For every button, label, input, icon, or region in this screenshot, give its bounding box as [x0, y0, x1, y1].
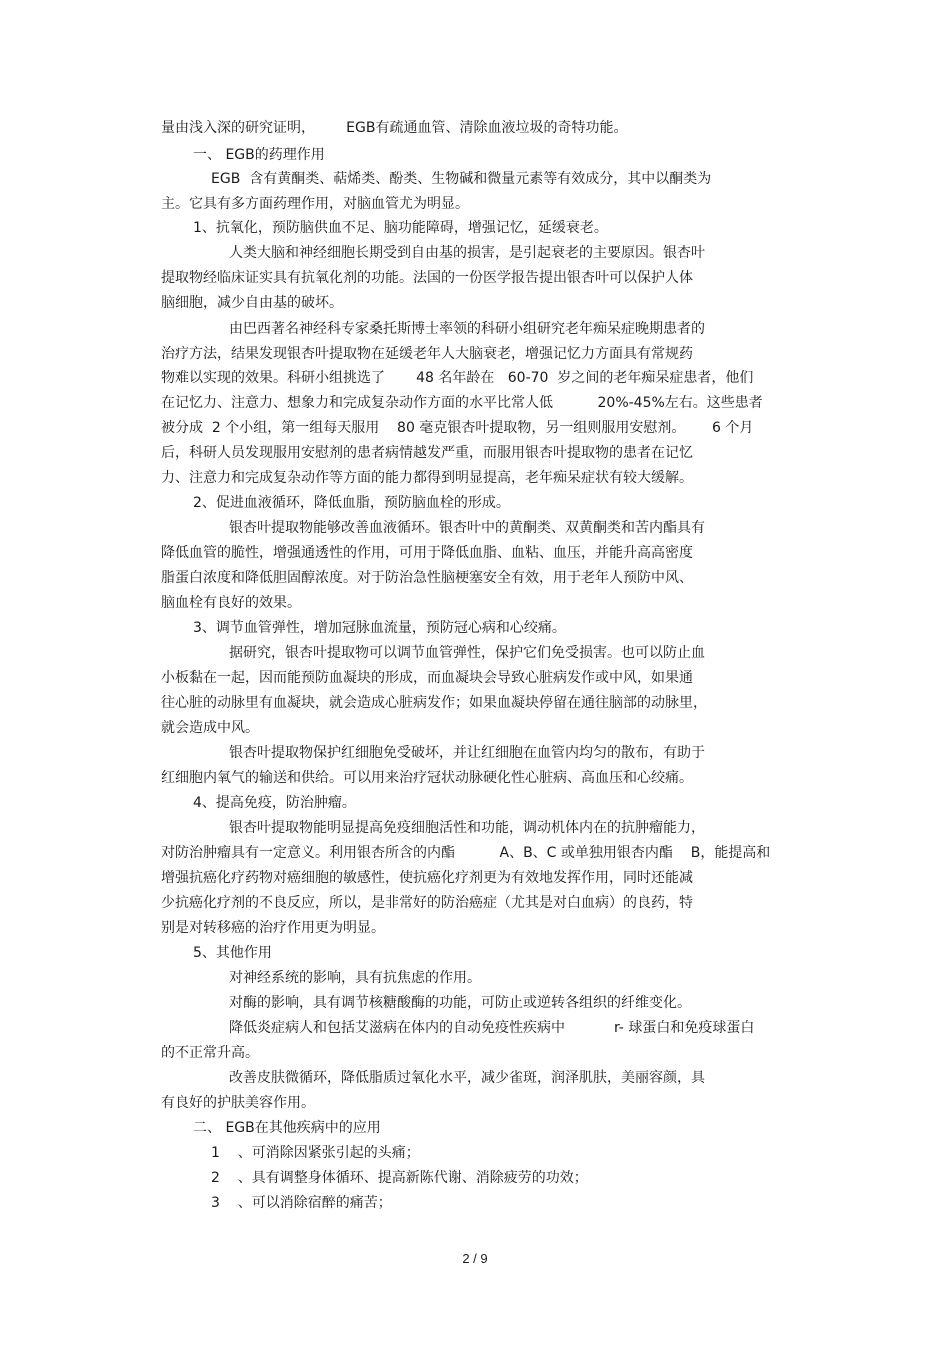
text-line: 在记忆力、注意力、想象力和完成复杂动作方面的水平比常人低 20%-45%左右。这些患者 — [161, 395, 763, 411]
text-line: 有良好的护肤美容作用。 — [161, 1095, 315, 1111]
text-line: 银杏叶提取物保护红细胞免受破坏，并让红细胞在血管内均匀的散布，有助于 — [229, 745, 705, 761]
text-line: 增强抗癌化疗药物对癌细胞的敏感性，使抗癌化疗剂更为有效地发挥作用，同时还能减 — [161, 870, 693, 886]
text-line: 被分成 2 个小组，第一组每天服用 80 毫克银杏叶提取物，另一组则服用安慰剂。 6 个月 — [161, 420, 754, 436]
subheading: 4、提高免疫，防治肿瘤。 — [193, 795, 356, 811]
subheading: 2、促进血液循环，降低血脂，预防脑血栓的形成。 — [193, 495, 510, 511]
text-line: 量由浅入深的研究证明， EGB有疏通血管、清除血液垃圾的奇特功能。 — [161, 120, 628, 136]
text-line: 后，科研人员发现服用安慰剂的患者病情越发严重，而服用银杏叶提取物的患者在记忆 — [161, 445, 693, 461]
list-item: 1 、可消除因紧张引起的头痛； — [211, 1145, 420, 1161]
list-item: 2 、具有调整身体循环、提高新陈代谢、消除疲劳的功效； — [211, 1170, 588, 1186]
text-line: 物难以实现的效果。科研小组挑选了 48 名年龄在 60-70 岁之间的老年痴呆症患者，他们 — [161, 370, 754, 386]
text-line: 改善皮肤微循环，降低脂质过氧化水平，减少雀斑，润泽肌肤，美丽容颜，具 — [229, 1070, 705, 1086]
text-line: 银杏叶提取物能够改善血液循环。银杏叶中的黄酮类、双黄酮类和苦内酯具有 — [229, 520, 705, 536]
text-line: 银杏叶提取物能明显提高免疫细胞活性和功能，调动机体内在的抗肿瘤能力， — [229, 820, 705, 836]
subheading: 5、其他作用 — [193, 945, 272, 961]
text-line: 少抗癌化疗剂的不良反应，所以，是非常好的防治癌症（尤其是对白血病）的良药，特 — [161, 895, 693, 911]
text-line: 往心脏的动脉里有血凝块，就会造成心脏病发作；如果血凝块停留在通往脑部的动脉里， — [161, 695, 707, 711]
text-line: 的不正常升高。 — [161, 1045, 259, 1061]
text-line: 就会造成中风。 — [161, 720, 259, 736]
text-line: 主。它具有多方面药理作用，对脑血管尤为明显。 — [161, 196, 469, 212]
text-line: 对酶的影响，具有调节核糖酸酶的功能，可防止或逆转各组织的纤维变化。 — [229, 995, 691, 1011]
section-heading: 一、 EGB的药理作用 — [193, 147, 325, 163]
subheading: 3、调节血管弹性，增加冠脉血流量，预防冠心病和心绞痛。 — [193, 620, 566, 636]
text-line: 红细胞内氧气的输送和供给。可以用来治疗冠状动脉硬化性心脏病、高血压和心绞痛。 — [161, 770, 693, 786]
list-item: 3 、可以消除宿醉的痛苦； — [211, 1195, 392, 1211]
text-line: 力、注意力和完成复杂动作等方面的能力都得到明显提高，老年痴呆症状有较大缓解。 — [161, 470, 693, 486]
text-line: 小板黏在一起，因而能预防血凝块的形成，而血凝块会导致心脏病发作或中风，如果通 — [161, 670, 693, 686]
text-line: 对防治肿瘤具有一定意义。利用银杏所含的内酯 A、B、C 或单独用银杏内酯 B，能提高和 — [161, 845, 771, 861]
text-line: 治疗方法，结果发现银杏叶提取物在延缓老年人大脑衰老，增强记忆力方面具有常规药 — [161, 346, 693, 362]
subheading: 1、抗氧化，预防脑供血不足、脑功能障碍，增强记忆，延缓衰老。 — [193, 220, 608, 236]
text-line: 脂蛋白浓度和降低胆固醇浓度。对于防治急性脑梗塞安全有效，用于老年人预防中风、 — [161, 570, 693, 586]
text-line: 别是对转移癌的治疗作用更为明显。 — [161, 920, 385, 936]
text-line: 人类大脑和神经细胞长期受到自由基的损害，是引起衰老的主要原因。银杏叶 — [229, 245, 705, 261]
text-line: 提取物经临床证实具有抗氧化剂的功能。法国的一份医学报告提出银杏叶可以保护人体 — [161, 270, 693, 286]
page-number: 2 / 9 — [462, 1251, 488, 1266]
text-line: 脑细胞，减少自由基的破坏。 — [161, 295, 343, 311]
text-line: 降低血管的脆性，增强通透性的作用，可用于降低血脂、血粘、血压，并能升高高密度 — [161, 545, 693, 561]
text-line: EGB 含有黄酮类、萜烯类、酚类、生物碱和微量元素等有效成分，其中以酮类为 — [211, 171, 712, 187]
text-line: 对神经系统的影响，具有抗焦虑的作用。 — [229, 970, 481, 986]
text-line: 据研究，银杏叶提取物可以调节血管弹性，保护它们免受损害。也可以防止血 — [229, 645, 705, 661]
section-heading: 二、 EGB在其他疾病中的应用 — [193, 1120, 381, 1136]
text-line: 降低炎症病人和包括艾滋病在体内的自动免疫性疾病中 r- 球蛋白和免疫球蛋白 — [229, 1020, 755, 1036]
text-line: 由巴西著名神经科专家桑托斯博士率领的科研小组研究老年痴呆症晚期患者的 — [229, 321, 705, 337]
text-line: 脑血栓有良好的效果。 — [161, 595, 301, 611]
